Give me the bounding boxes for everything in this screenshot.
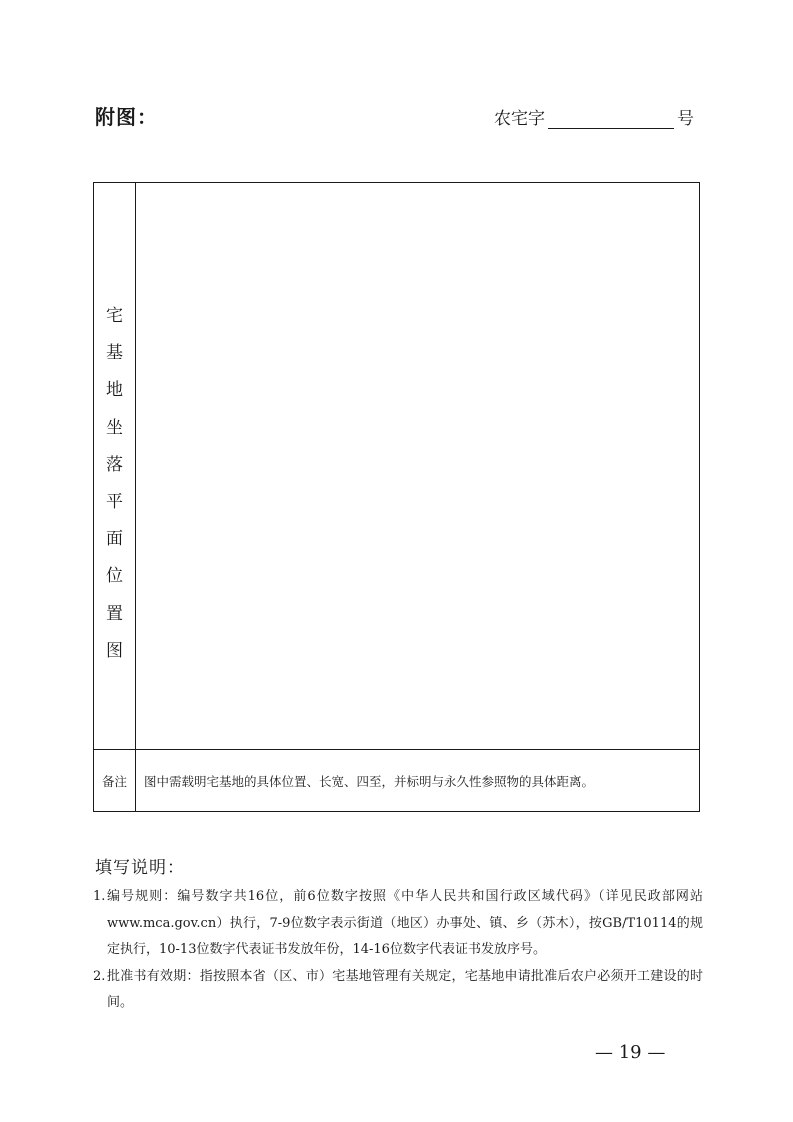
label-char: 平 xyxy=(106,491,123,512)
remark-label: 备注 xyxy=(101,773,127,789)
label-char: 落 xyxy=(106,454,123,475)
site-plan-drawing-area[interactable] xyxy=(136,183,699,749)
instruction-text: 批准书有效期：指按照本省（区、市）宅基地管理有关规定，宅基地申请批准后农户必须开工建设的时间。 xyxy=(107,968,703,1010)
instruction-number: 1. xyxy=(93,889,106,904)
attachment-title: 附图： xyxy=(95,105,158,129)
instructions-list xyxy=(93,884,703,1017)
page-number: — 19 — xyxy=(595,1042,666,1063)
label-char: 宅 xyxy=(106,306,123,326)
doc-number-blank-field[interactable] xyxy=(548,110,674,129)
document-number xyxy=(494,104,694,129)
instruction-item xyxy=(93,884,703,964)
label-char: 地 xyxy=(106,380,123,401)
label-char: 面 xyxy=(106,529,123,550)
instruction-text: 编号规则：编号数字共16位，前6位数字按照《中华人民共和国行政区域代码》（详见民政部网站www.mca.gov.cn）执行，7-9位数字表示街道（地区）办事处、镇、乡（苏木），按GB/T10114的规定执行，10-13位数字代表证书发放年份，14-16位数字代表证书发放序号。 xyxy=(107,889,703,957)
label-char: 基 xyxy=(106,343,123,364)
label-char: 置 xyxy=(106,603,123,624)
label-char: 位 xyxy=(106,566,123,587)
instructions-title: 填写说明： xyxy=(95,858,185,878)
doc-number-suffix: 号 xyxy=(677,109,694,129)
site-plan-vertical-label xyxy=(94,308,135,680)
remark-text: 图中需载明宅基地的具体位置、长宽、四至，并标明与永久性参照物的具体距离。 xyxy=(144,773,595,789)
doc-number-prefix: 农宅字 xyxy=(494,109,545,129)
label-char: 图 xyxy=(106,640,123,661)
site-plan-form-table xyxy=(93,182,700,812)
instruction-item xyxy=(93,964,703,1017)
label-char: 坐 xyxy=(106,417,123,438)
instruction-number: 2. xyxy=(93,968,106,984)
